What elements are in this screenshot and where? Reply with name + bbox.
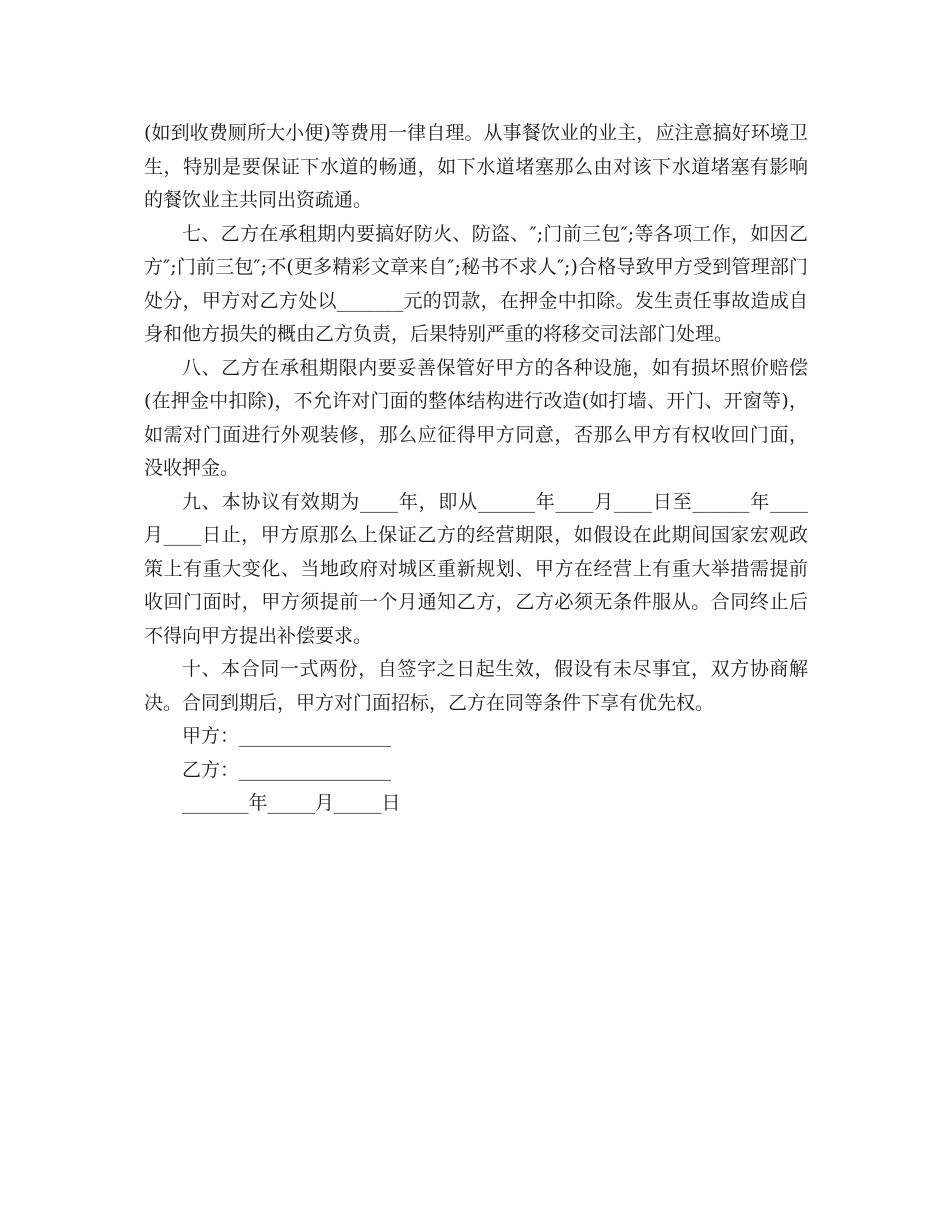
paragraph-clause-8: 八、乙方在承租期限内要妥善保管好甲方的各种设施，如有损坏照价赔偿(在押金中扣除)，不允许对门面的整体结构进行改造(如打墙、开门、开窗等)，如需对门面进行外观装修，那么应征得甲方同意，否那么甲方有权收回门面，没收押金。 bbox=[144, 356, 808, 479]
paragraph-clause-10: 十、本合同一式两份，自签字之日起生效，假设有未尽事宜，双方协商解决。合同到期后，甲方对门面招标，乙方在同等条件下享有优先权。 bbox=[144, 658, 808, 714]
paragraph-clause-7: 七、乙方在承租期内要搞好防火、防盗、″;门前三包″;等各项工作，如因乙方″;门前三包″;不(更多精彩文章来自″;秘书不求人″;)合格导致甲方受到管理部门处分，甲方对乙方处以_______元的罚款，在押金中扣除。发生责任事故造成自身和他方损失的概由乙方负责，后果特别严重的将移交司法部门处理。 bbox=[144, 222, 808, 345]
document-body bbox=[144, 117, 808, 821]
signature-date: _______年_____月_____日 bbox=[182, 792, 401, 814]
signature-party-b: 乙方：________________ bbox=[182, 758, 392, 781]
paragraph-continuation: (如到收费厕所大小便)等费用一律自理。从事餐饮业的业主，应注意搞好环境卫生，特别是要保证下水道的畅通，如下水道堵塞那么由对该下水道堵塞有影响的餐饮业主共同出资疏通。 bbox=[144, 122, 808, 211]
paragraph-clause-9: 九、本协议有效期为____年，即从______年____月____日至______年____月____日止，甲方原那么上保证乙方的经营期限，如假设在此期间国家宏观政策上有重大变化、当地政府对城区重新规划、甲方在经营上有重大举措需提前收回门面时，甲方须提前一个月通知乙方，乙方必须无条件服从。合同终止后不得向甲方提出补偿要求。 bbox=[144, 490, 808, 647]
signature-party-a: 甲方：________________ bbox=[182, 725, 392, 747]
